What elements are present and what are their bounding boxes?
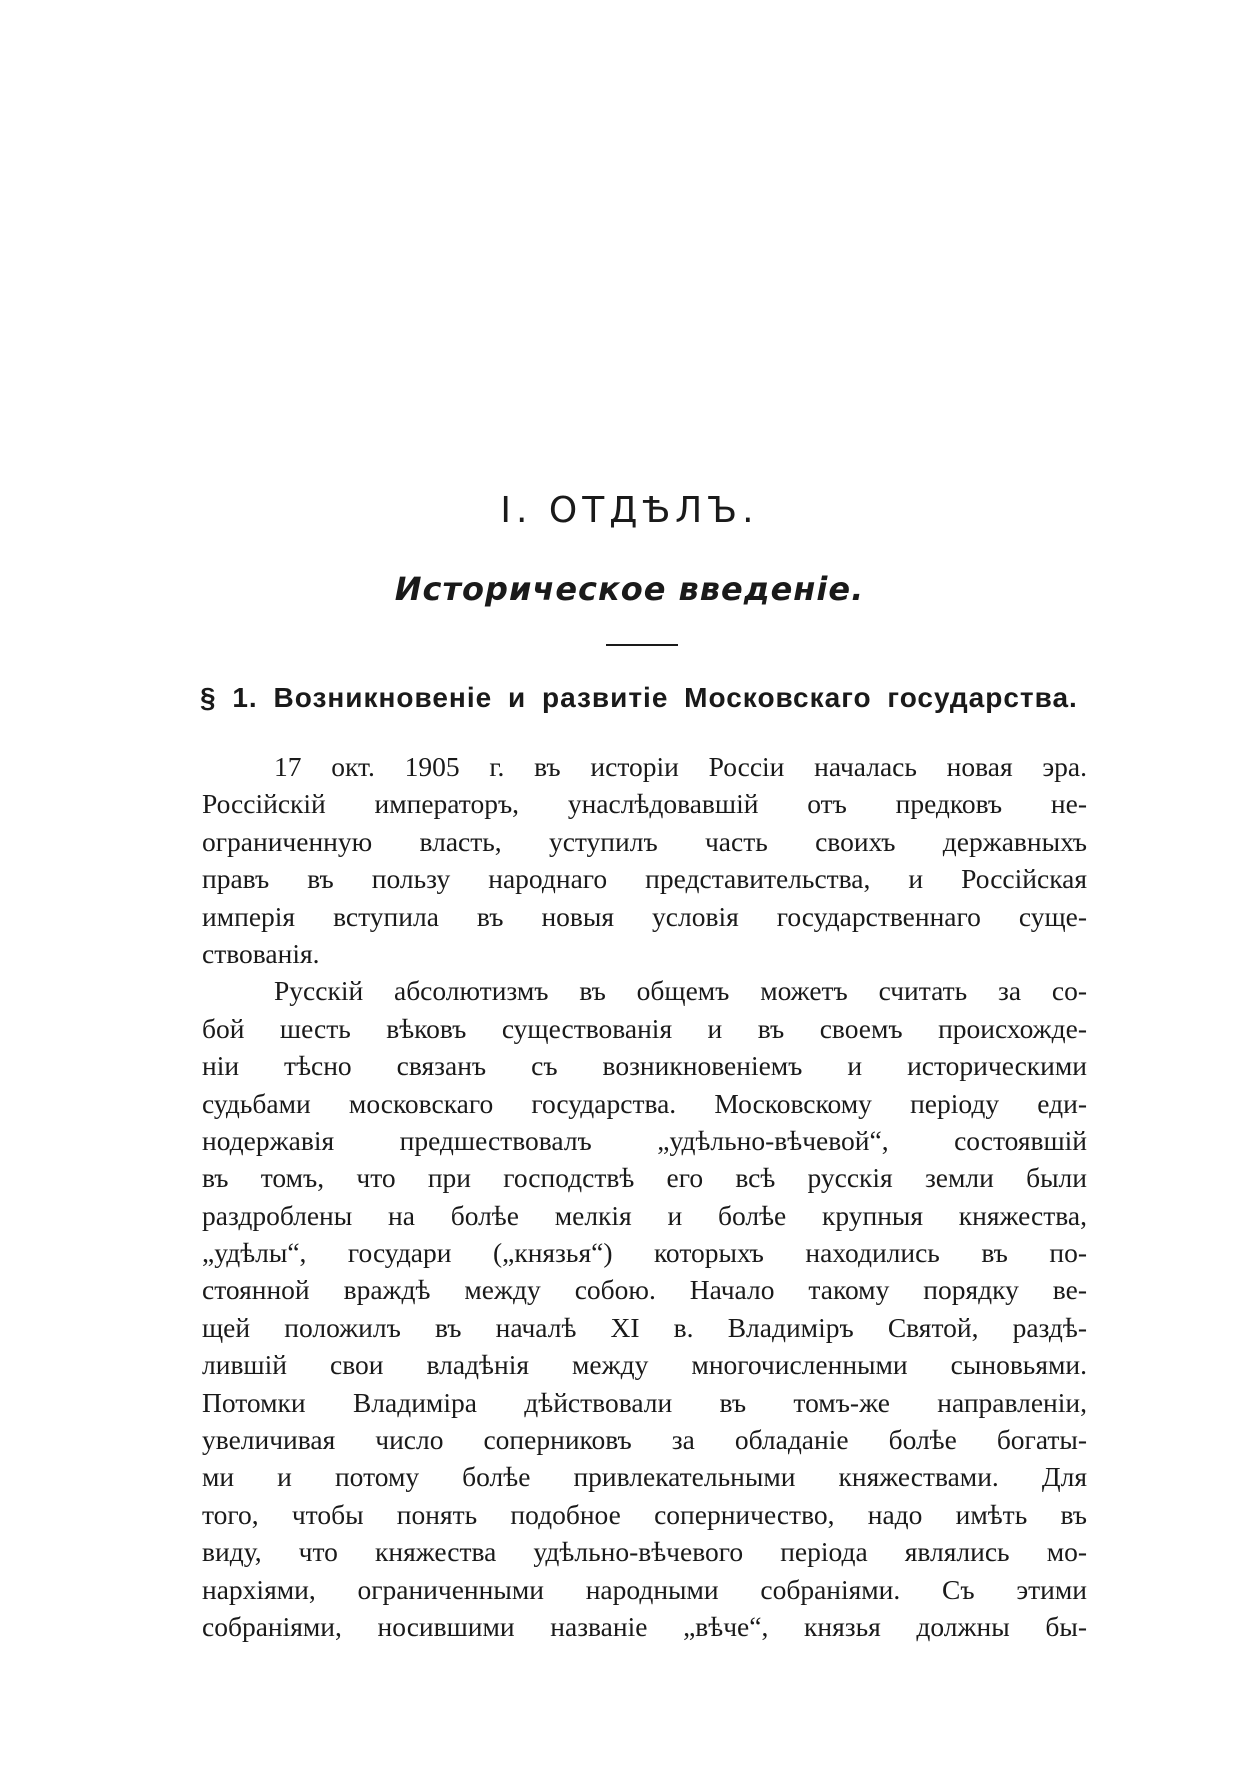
text-line: въ томъ, что при господствѣ его всѣ русскія земли были	[202, 1162, 1087, 1194]
title-divider	[606, 644, 678, 646]
text-line: собраніями, носившими названіе „вѣче“, князья должны бы-	[202, 1610, 1087, 1642]
text-line: нодержавія предшествовалъ „удѣльно-вѣчевой“, состоявшій	[202, 1124, 1087, 1156]
text-line: ми и потому болѣе привлекательными княжествами. Для	[202, 1461, 1087, 1493]
text-line: увеличивая число соперниковъ за обладаніе болѣе богаты-	[202, 1424, 1087, 1456]
text-line: бой шесть вѣковъ существованія и въ своемъ происхожде-	[202, 1012, 1087, 1044]
section-title: I. ОТДѢЛЪ.	[500, 490, 759, 531]
text-line: ствованія.	[202, 937, 320, 969]
paragraph-heading: § 1. Возникновеніе и развитіе Московскаго государства.	[200, 682, 1078, 713]
text-line: Потомки Владиміра дѣйствовали въ томъ-же направленіи,	[202, 1386, 1087, 1418]
section-subtitle: Историческое введеніе.	[394, 570, 865, 608]
text-line: 17 окт. 1905 г. въ исторіи Россіи началась новая эра.	[274, 751, 1087, 782]
text-line: судьбами московскаго государства. Московскому періоду еди-	[202, 1087, 1087, 1119]
text-line: виду, что княжества удѣльно-вѣчевого періода являлись мо-	[202, 1536, 1087, 1568]
text-line: Русскій абсолютизмъ въ общемъ можетъ считать за со-	[274, 975, 1087, 1007]
body-text	[202, 748, 1087, 1645]
text-line: лившій свои владѣнія между многочисленными сыновьями.	[202, 1349, 1087, 1381]
text-line: щей положилъ въ началѣ XI в. Владиміръ Святой, раздѣ-	[202, 1311, 1087, 1343]
text-line: имперія вступила въ новыя условія государственнаго суще-	[202, 900, 1087, 932]
text-line: правъ въ пользу народнаго представительства, и Россійская	[202, 863, 1087, 895]
text-line: стоянной враждѣ между собою. Начало такому порядку ве-	[202, 1274, 1087, 1306]
text-line: ніи тѣсно связанъ съ возникновеніемъ и историческими	[202, 1050, 1087, 1082]
text-line: Россійскій императоръ, унаслѣдовавшій отъ предковъ не-	[202, 788, 1087, 820]
text-line: ограниченную власть, уступилъ часть своихъ державныхъ	[202, 825, 1087, 857]
text-line: раздроблены на болѣе мелкія и болѣе крупныя княжества,	[202, 1199, 1087, 1231]
text-line: того, чтобы понять подобное соперничество, надо имѣть въ	[202, 1498, 1087, 1530]
text-line: нархіями, ограниченными народными собраніями. Съ этими	[202, 1573, 1087, 1605]
text-line: „удѣлы“, государи („князья“) которыхъ находились въ по-	[202, 1237, 1087, 1269]
